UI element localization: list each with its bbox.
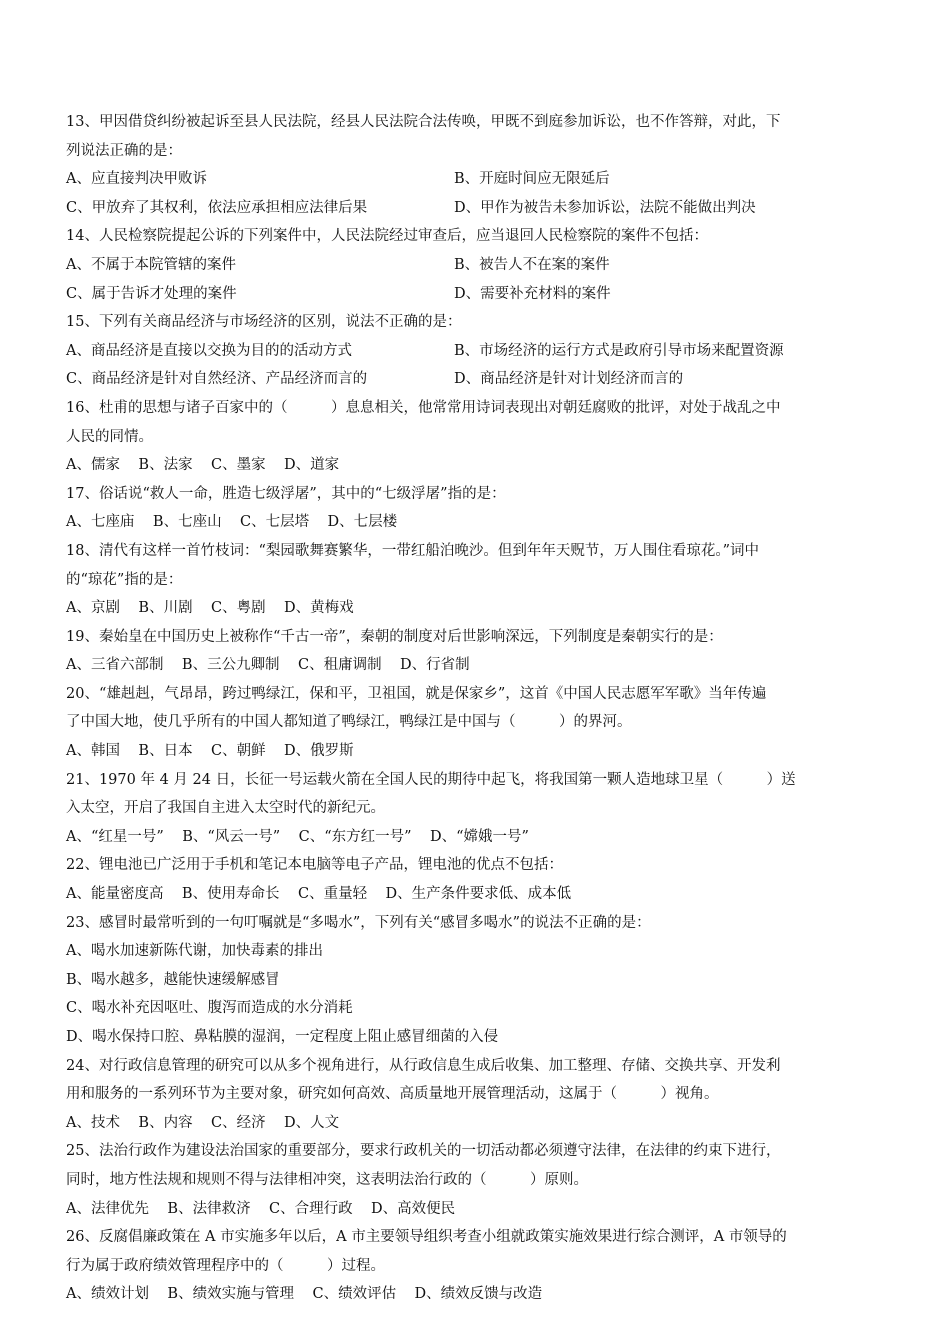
option-row bbox=[66, 165, 886, 194]
question-stem-line: 13、甲因借贷纠纷被起诉至县人民法院，经县人民法院合法传唤，甲既不到庭参加诉讼，也不作答辩，对此，下 bbox=[66, 114, 781, 130]
option: D、商品经济是针对计划经济而言的 bbox=[454, 371, 684, 388]
question-stem-line: 17、俗话说“救人一命，胜造七级浮屠”，其中的“七级浮屠”指的是： bbox=[66, 485, 506, 502]
question-stem-line: 14、人民检察院提起公诉的下列案件中，人民法院经过审查后，应当退回人民检察院的案件不包括： bbox=[66, 228, 708, 245]
question-15 bbox=[66, 308, 886, 394]
options-line: A、京剧 B、川剧 C、粤剧 D、黄梅戏 bbox=[66, 600, 354, 617]
option-row bbox=[66, 365, 886, 394]
option-row bbox=[66, 337, 886, 366]
question-stem-line: 人民的同情。 bbox=[66, 428, 153, 445]
question-stem-line: 行为属于政府绩效管理程序中的（ ）过程。 bbox=[66, 1257, 385, 1274]
question-22 bbox=[66, 851, 886, 908]
options-line: A、绩效计划 B、绩效实施与管理 C、绩效评估 D、绩效反馈与改造 bbox=[66, 1286, 543, 1303]
option: C、喝水补充因呕吐、腹泻而造成的水分消耗 bbox=[66, 1000, 353, 1017]
options-line: A、韩国 B、日本 C、朝鲜 D、俄罗斯 bbox=[66, 743, 354, 760]
options-line: A、技术 B、内容 C、经济 D、人文 bbox=[66, 1114, 340, 1131]
option: B、开庭时间应无限延后 bbox=[454, 171, 610, 188]
question-stem-line: 26、反腐倡廉政策在 A 市实施多年以后，A 市主要领导组织考查小组就政策实施效果进行综合测评，A 市领导的 bbox=[66, 1229, 787, 1246]
question-stem-line: 24、对行政信息管理的研究可以从多个视角进行，从行政信息生成后收集、加工整理、存储、交换共享、开发利 bbox=[66, 1057, 781, 1074]
question-19 bbox=[66, 623, 886, 680]
option: A、不属于本院管辖的案件 bbox=[66, 256, 236, 273]
exam-document bbox=[66, 108, 886, 1309]
question-stem-line: 19、秦始皇在中国历史上被称作“千古一帝”，秦朝的制度对后世影响深远，下列制度是秦朝实行的是： bbox=[66, 628, 723, 645]
question-stem-line: 列说法正确的是： bbox=[66, 142, 182, 159]
option: C、属于告诉才处理的案件 bbox=[66, 285, 237, 302]
question-20 bbox=[66, 680, 886, 766]
option: A、应直接判决甲败诉 bbox=[66, 171, 207, 188]
question-17 bbox=[66, 480, 886, 537]
question-stem-line: 20、“雄赳赳，气昂昂，跨过鸭绿江，保和平，卫祖国，就是保家乡”，这首《中国人民志愿军军歌》当年传遍 bbox=[66, 685, 767, 702]
question-18 bbox=[66, 537, 886, 623]
options-line: A、三省六部制 B、三公九卿制 C、租庸调制 D、行省制 bbox=[66, 657, 470, 674]
option: D、喝水保持口腔、鼻粘膜的湿润，一定程度上阻止感冒细菌的入侵 bbox=[66, 1029, 499, 1045]
question-stem-line: 15、下列有关商品经济与市场经济的区别，说法不正确的是： bbox=[66, 314, 462, 331]
question-26 bbox=[66, 1223, 886, 1309]
question-24 bbox=[66, 1052, 886, 1138]
question-14 bbox=[66, 222, 886, 308]
option: B、市场经济的运行方式是政府引导市场来配置资源 bbox=[454, 342, 784, 359]
options-line: A、儒家 B、法家 C、墨家 D、道家 bbox=[66, 457, 340, 474]
question-21 bbox=[66, 766, 886, 852]
option-row bbox=[66, 280, 886, 309]
question-stem-line: 18、清代有这样一首竹枝词：“梨园歌舞赛繁华，一带红船泊晚沙。但到年年天贶节，万人围住看琼花。”词中 bbox=[66, 542, 760, 559]
option: B、喝水越多，越能快速缓解感冒 bbox=[66, 971, 280, 988]
option: D、甲作为被告未参加诉讼，法院不能做出判决 bbox=[454, 199, 756, 216]
question-stem-line: 21、1970 年 4 月 24 日，长征一号运载火箭在全国人民的期待中起飞，将我国第一颗人造地球卫星（ ）送 bbox=[66, 771, 796, 788]
question-stem-line: 16、杜甫的思想与诸子百家中的（ ）息息相关，他常常用诗词表现出对朝廷腐败的批评，对处于战乱之中 bbox=[66, 399, 781, 416]
option: A、商品经济是直接以交换为目的的活动方式 bbox=[66, 342, 352, 359]
question-stem-line: 25、法治行政作为建设法治国家的重要部分，要求行政机关的一切活动都必须遵守法律，在法律的约束下进行， bbox=[66, 1143, 781, 1160]
question-stem-line: 23、感冒时最常听到的一句叮嘱就是“多喝水”，下列有关“感冒多喝水”的说法不正确的是： bbox=[66, 914, 651, 931]
option: A、喝水加速新陈代谢，加快毒素的排出 bbox=[66, 943, 323, 960]
question-stem-line: 用和服务的一系列环节为主要对象，研究如何高效、高质量地开展管理活动，这属于（ ）视角。 bbox=[66, 1086, 719, 1103]
question-stem-line: 22、锂电池已广泛用于手机和笔记本电脑等电子产品，锂电池的优点不包括： bbox=[66, 857, 563, 874]
options-line: A、“红星一号” B、“风云一号” C、“东方红一号” D、“嫦娥一号” bbox=[66, 828, 529, 845]
question-13 bbox=[66, 108, 886, 222]
options-line: A、七座庙 B、七座山 C、七层塔 D、七层楼 bbox=[66, 514, 398, 531]
question-25 bbox=[66, 1137, 886, 1223]
option-row bbox=[66, 251, 886, 280]
option: B、被告人不在案的案件 bbox=[454, 256, 610, 273]
question-stem-line: 同时，地方性法规和规则不得与法律相冲突，这表明法治行政的（ ）原则。 bbox=[66, 1171, 588, 1188]
option: D、需要补充材料的案件 bbox=[454, 285, 611, 302]
question-stem-line: 的“琼花”指的是： bbox=[66, 571, 183, 588]
option-row bbox=[66, 194, 886, 223]
option: C、甲放弃了其权利，依法应承担相应法律后果 bbox=[66, 199, 368, 216]
question-16 bbox=[66, 394, 886, 480]
options-line: A、能量密度高 B、使用寿命长 C、重量轻 D、生产条件要求低、成本低 bbox=[66, 886, 572, 903]
question-stem-line: 了中国大地，使几乎所有的中国人都知道了鸭绿江，鸭绿江是中国与（ ）的界河。 bbox=[66, 714, 632, 731]
options-line: A、法律优先 B、法律救济 C、合理行政 D、高效便民 bbox=[66, 1200, 456, 1217]
option: C、商品经济是针对自然经济、产品经济而言的 bbox=[66, 371, 368, 388]
question-23 bbox=[66, 909, 886, 1052]
question-stem-line: 入太空，开启了我国自主进入太空时代的新纪元。 bbox=[66, 800, 385, 817]
